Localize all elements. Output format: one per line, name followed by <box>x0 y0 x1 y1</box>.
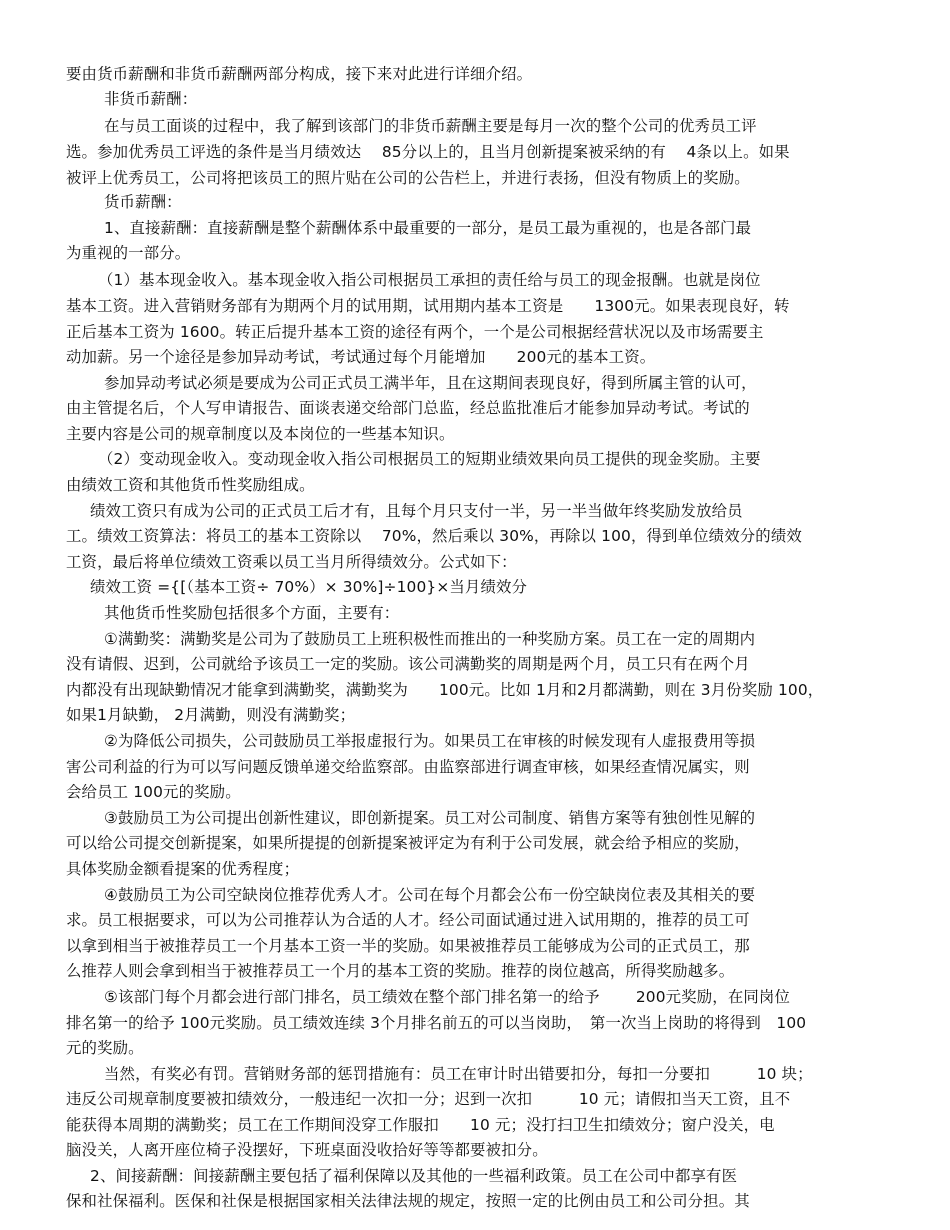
text-line: 内都没有出现缺勤情况才能拿到满勤奖，满勤奖为 100元。比如 1月和2月都满勤，则在 3月份奖励 100， <box>66 681 824 699</box>
text-line: 在与员工面谈的过程中，我了解到该部门的非货币薪酬主要是每月一次的整个公司的优秀员工评 <box>104 117 757 135</box>
text-line: 当然，有奖必有罚。营销财务部的惩罚措施有：员工在审计时出错要扣分，每扣一分要扣 10 块； <box>104 1065 813 1083</box>
text-line: 参加异动考试必须是要成为公司正式员工满半年，且在这期间表现良好，得到所属主管的认可， <box>104 374 757 392</box>
text-line: 正后基本工资为 1600。转正后提升基本工资的途径有两个，一个是公司根据经营状况以及市场需要主 <box>66 323 764 341</box>
text-line: 可以给公司提交创新提案，如果所提提的创新提案被评定为有利于公司发展，就会给予相应的奖励， <box>66 834 750 852</box>
text-line: 保和社保福利。医保和社保是根据国家相关法律法规的规定，按照一定的比例由员工和公司分担。其 <box>66 1192 750 1210</box>
text-line: ③鼓励员工为公司提出创新性建议，即创新提案。员工对公司制度、销售方案等有独创性见解的 <box>104 809 756 827</box>
text-line: ④鼓励员工为公司空缺岗位推荐优秀人才。公司在每个月都会公布一份空缺岗位表及其相关的要 <box>104 886 756 904</box>
text-line: 工。绩效工资算法：将员工的基本工资除以 70%，然后乘以 30%，再除以 100，得到单位绩效分的绩效 <box>66 527 802 545</box>
text-line: 么推荐人则会拿到相当于被推荐员工一个月的基本工资的奖励。推荐的岗位越高，所得奖励越多。 <box>66 962 735 980</box>
text-line: ①满勤奖：满勤奖是公司为了鼓励员工上班积极性而推出的一种奖励方案。员工在一定的周期内 <box>104 630 756 648</box>
text-line: 其他货币性奖励包括很多个方面，主要有： <box>104 604 400 622</box>
text-line: 脑没关，人离开座位椅子没摆好，下班桌面没收拾好等等都要被扣分。 <box>66 1141 548 1159</box>
text-line: 由绩效工资和其他货币性奖励组成。 <box>66 476 315 494</box>
text-line: 具体奖励金额看提案的优秀程度； <box>66 860 300 878</box>
text-line: 选。参加优秀员工评选的条件是当月绩效达 85分以上的，且当月创新提案被采纳的有 4条以上。如果 <box>66 143 790 161</box>
text-line: 元的奖励。 <box>66 1039 144 1057</box>
text-line: ⑤该部门每个月都会进行部门排名，员工绩效在整个部门排名第一的给予 200元奖励，在同岗位 <box>104 988 790 1006</box>
text-line: （1）基本现金收入。基本现金收入指公司根据员工承担的责任给与员工的现金报酬。也就是岗位 <box>98 271 761 289</box>
text-line: 以拿到相当于被推荐员工一个月基本工资一半的奖励。如果被推荐员工能够成为公司的正式员工，那 <box>66 937 750 955</box>
text-line: 求。员工根据要求，可以为公司推荐认为合适的人才。经公司面试通过进入试用期的，推荐的员工可 <box>66 911 750 929</box>
text-line: 工资，最后将单位绩效工资乘以员工当月所得绩效分。公式如下： <box>66 553 517 571</box>
text-line: 违反公司规章制度要被扣绩效分，一般违纪一次扣一分；迟到一次扣 10 元；请假扣当天工资，且不 <box>66 1090 791 1108</box>
text-line: 会给员工 100元的奖励。 <box>66 783 241 801</box>
section-heading-non-monetary: 非货币薪酬： <box>104 90 198 108</box>
text-line: （2）变动现金收入。变动现金收入指公司根据员工的短期业绩效果向员工提供的现金奖励。主要 <box>98 450 761 468</box>
text-line: 由主管提名后，个人写申请报告、面谈表递交给部门总监，经总监批准后才能参加异动考试。考试的 <box>66 399 750 417</box>
text-line: 能获得本周期的满勤奖；员工在工作期间没穿工作服扣 10 元；没打扫卫生扣绩效分；窗户没关，电 <box>66 1116 775 1134</box>
text-line: ②为降低公司损失，公司鼓励员工举报虚报行为。如果员工在审核的时候发现有人虚报费用等损 <box>104 732 756 750</box>
text-line: 基本工资。进入营销财务部有为期两个月的试用期，试用期内基本工资是 1300元。如果表现良好，转 <box>66 297 790 315</box>
text-line: 绩效工资只有成为公司的正式员工后才有，且每个月只支付一半，另一半当做年终奖励发放给员 <box>90 502 743 520</box>
text-line: 动加薪。另一个途径是参加异动考试，考试通过每个月能增加 200元的基本工资。 <box>66 348 656 366</box>
text-line: 1、直接薪酬：直接薪酬是整个薪酬体系中最重要的一部分，是员工最为重视的，也是各部门最 <box>104 219 752 237</box>
text-line: 要由货币薪酬和非货币薪酬两部分构成，接下来对此进行详细介绍。 <box>66 65 533 83</box>
text-line: 如果1月缺勤， 2月满勤，则没有满勤奖； <box>66 706 356 724</box>
text-line: 害公司利益的行为可以写问题反馈单递交给监察部。由监察部进行调查审核，如果经查情况属实，则 <box>66 758 750 776</box>
text-line: 为重视的一部分。 <box>66 244 191 262</box>
text-line: 主要内容是公司的规章制度以及本岗位的一些基本知识。 <box>66 425 455 443</box>
section-heading-monetary: 货币薪酬： <box>104 193 182 211</box>
text-line: 被评上优秀员工，公司将把该员工的照片贴在公司的公告栏上，并进行表扬，但没有物质上的奖励。 <box>66 169 750 187</box>
formula-line: 绩效工资 ={[（基本工资÷ 70%）× 30%]÷100}×当月绩效分 <box>90 578 528 596</box>
text-line: 2、间接薪酬：间接薪酬主要包括了福利保障以及其他的一些福利政策。员工在公司中都享有医 <box>90 1167 738 1185</box>
text-line: 排名第一的给予 100元奖励。员工绩效连续 3个月排名前五的可以当岗助， 第一次当上岗助的将得到 100 <box>66 1014 807 1032</box>
text-line: 没有请假、迟到，公司就给予该员工一定的奖励。该公司满勤奖的周期是两个月，员工只有在两个月 <box>66 655 750 673</box>
